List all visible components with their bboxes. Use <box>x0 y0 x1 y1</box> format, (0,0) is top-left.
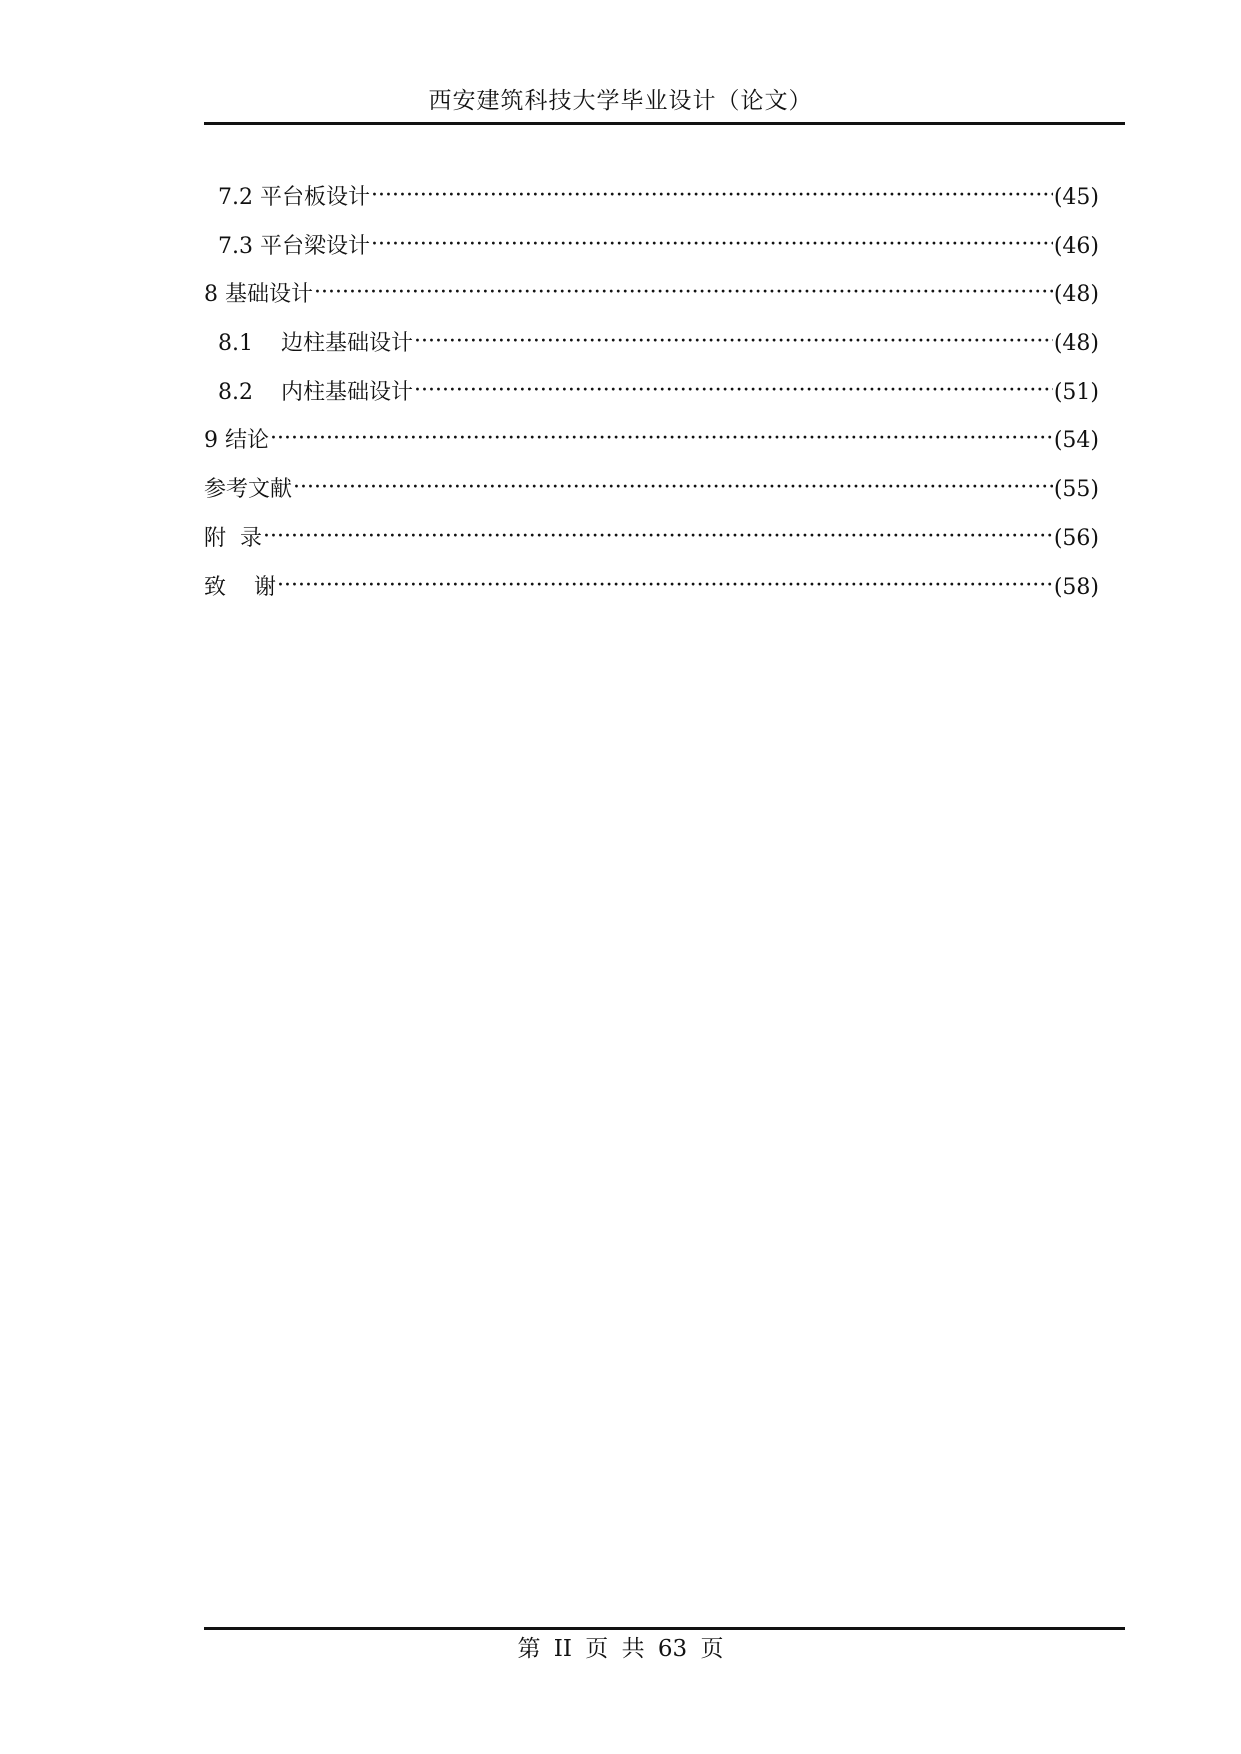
toc-entry-page: (48) <box>1053 282 1099 308</box>
toc-entry-9[interactable] <box>204 426 1099 475</box>
toc-entry-label: 7.2 平台板设计 <box>218 185 370 210</box>
toc-entry-7-2[interactable] <box>204 183 1099 232</box>
page-number-footer: 第 II 页 共 63 页 <box>517 1636 724 1662</box>
toc-entry-label: 8.2 内柱基础设计 <box>218 379 413 405</box>
toc-dot-leader <box>414 327 1053 357</box>
toc-dot-leader <box>371 230 1053 260</box>
footer-divider <box>204 1627 1125 1630</box>
toc-entry-8-1[interactable] <box>204 329 1099 378</box>
toc-entry-page: (58) <box>1053 574 1099 600</box>
toc-entry-8-2[interactable] <box>204 378 1099 427</box>
toc-entry-8[interactable] <box>204 280 1099 329</box>
toc-entry-references[interactable] <box>204 475 1099 524</box>
toc-dot-leader <box>293 473 1053 503</box>
toc-entry-page: (46) <box>1053 233 1099 259</box>
header-divider <box>204 122 1125 125</box>
toc-entry-page: (45) <box>1053 185 1099 210</box>
toc-entry-page: (48) <box>1053 331 1099 357</box>
toc-entry-7-3[interactable] <box>204 232 1099 281</box>
toc-entry-label: 7.3 平台梁设计 <box>218 233 370 259</box>
toc-dot-leader <box>263 522 1053 552</box>
toc-dot-leader <box>270 424 1053 454</box>
toc-dot-leader <box>314 278 1053 308</box>
toc-entry-label: 8 基础设计 <box>204 282 313 308</box>
toc-entry-label: 致 谢 <box>204 574 276 600</box>
toc-entry-page: (54) <box>1053 428 1099 454</box>
toc-entry-label: 附 录 <box>204 525 262 551</box>
page-header-title: 西安建筑科技大学毕业设计（论文） <box>428 88 813 114</box>
toc-entry-appendix[interactable] <box>204 524 1099 573</box>
toc-entry-acknowledgements[interactable] <box>204 573 1099 622</box>
toc-dot-leader <box>414 376 1053 406</box>
toc-dot-leader <box>277 571 1053 601</box>
table-of-contents <box>204 183 1099 621</box>
toc-entry-page: (55) <box>1053 477 1099 503</box>
toc-entry-label: 9 结论 <box>204 428 269 454</box>
toc-dot-leader <box>371 181 1053 211</box>
toc-entry-label: 参考文献 <box>204 477 293 503</box>
toc-entry-label: 8.1 边柱基础设计 <box>218 331 413 357</box>
toc-entry-page: (56) <box>1053 525 1099 551</box>
toc-entry-page: (51) <box>1053 379 1099 405</box>
